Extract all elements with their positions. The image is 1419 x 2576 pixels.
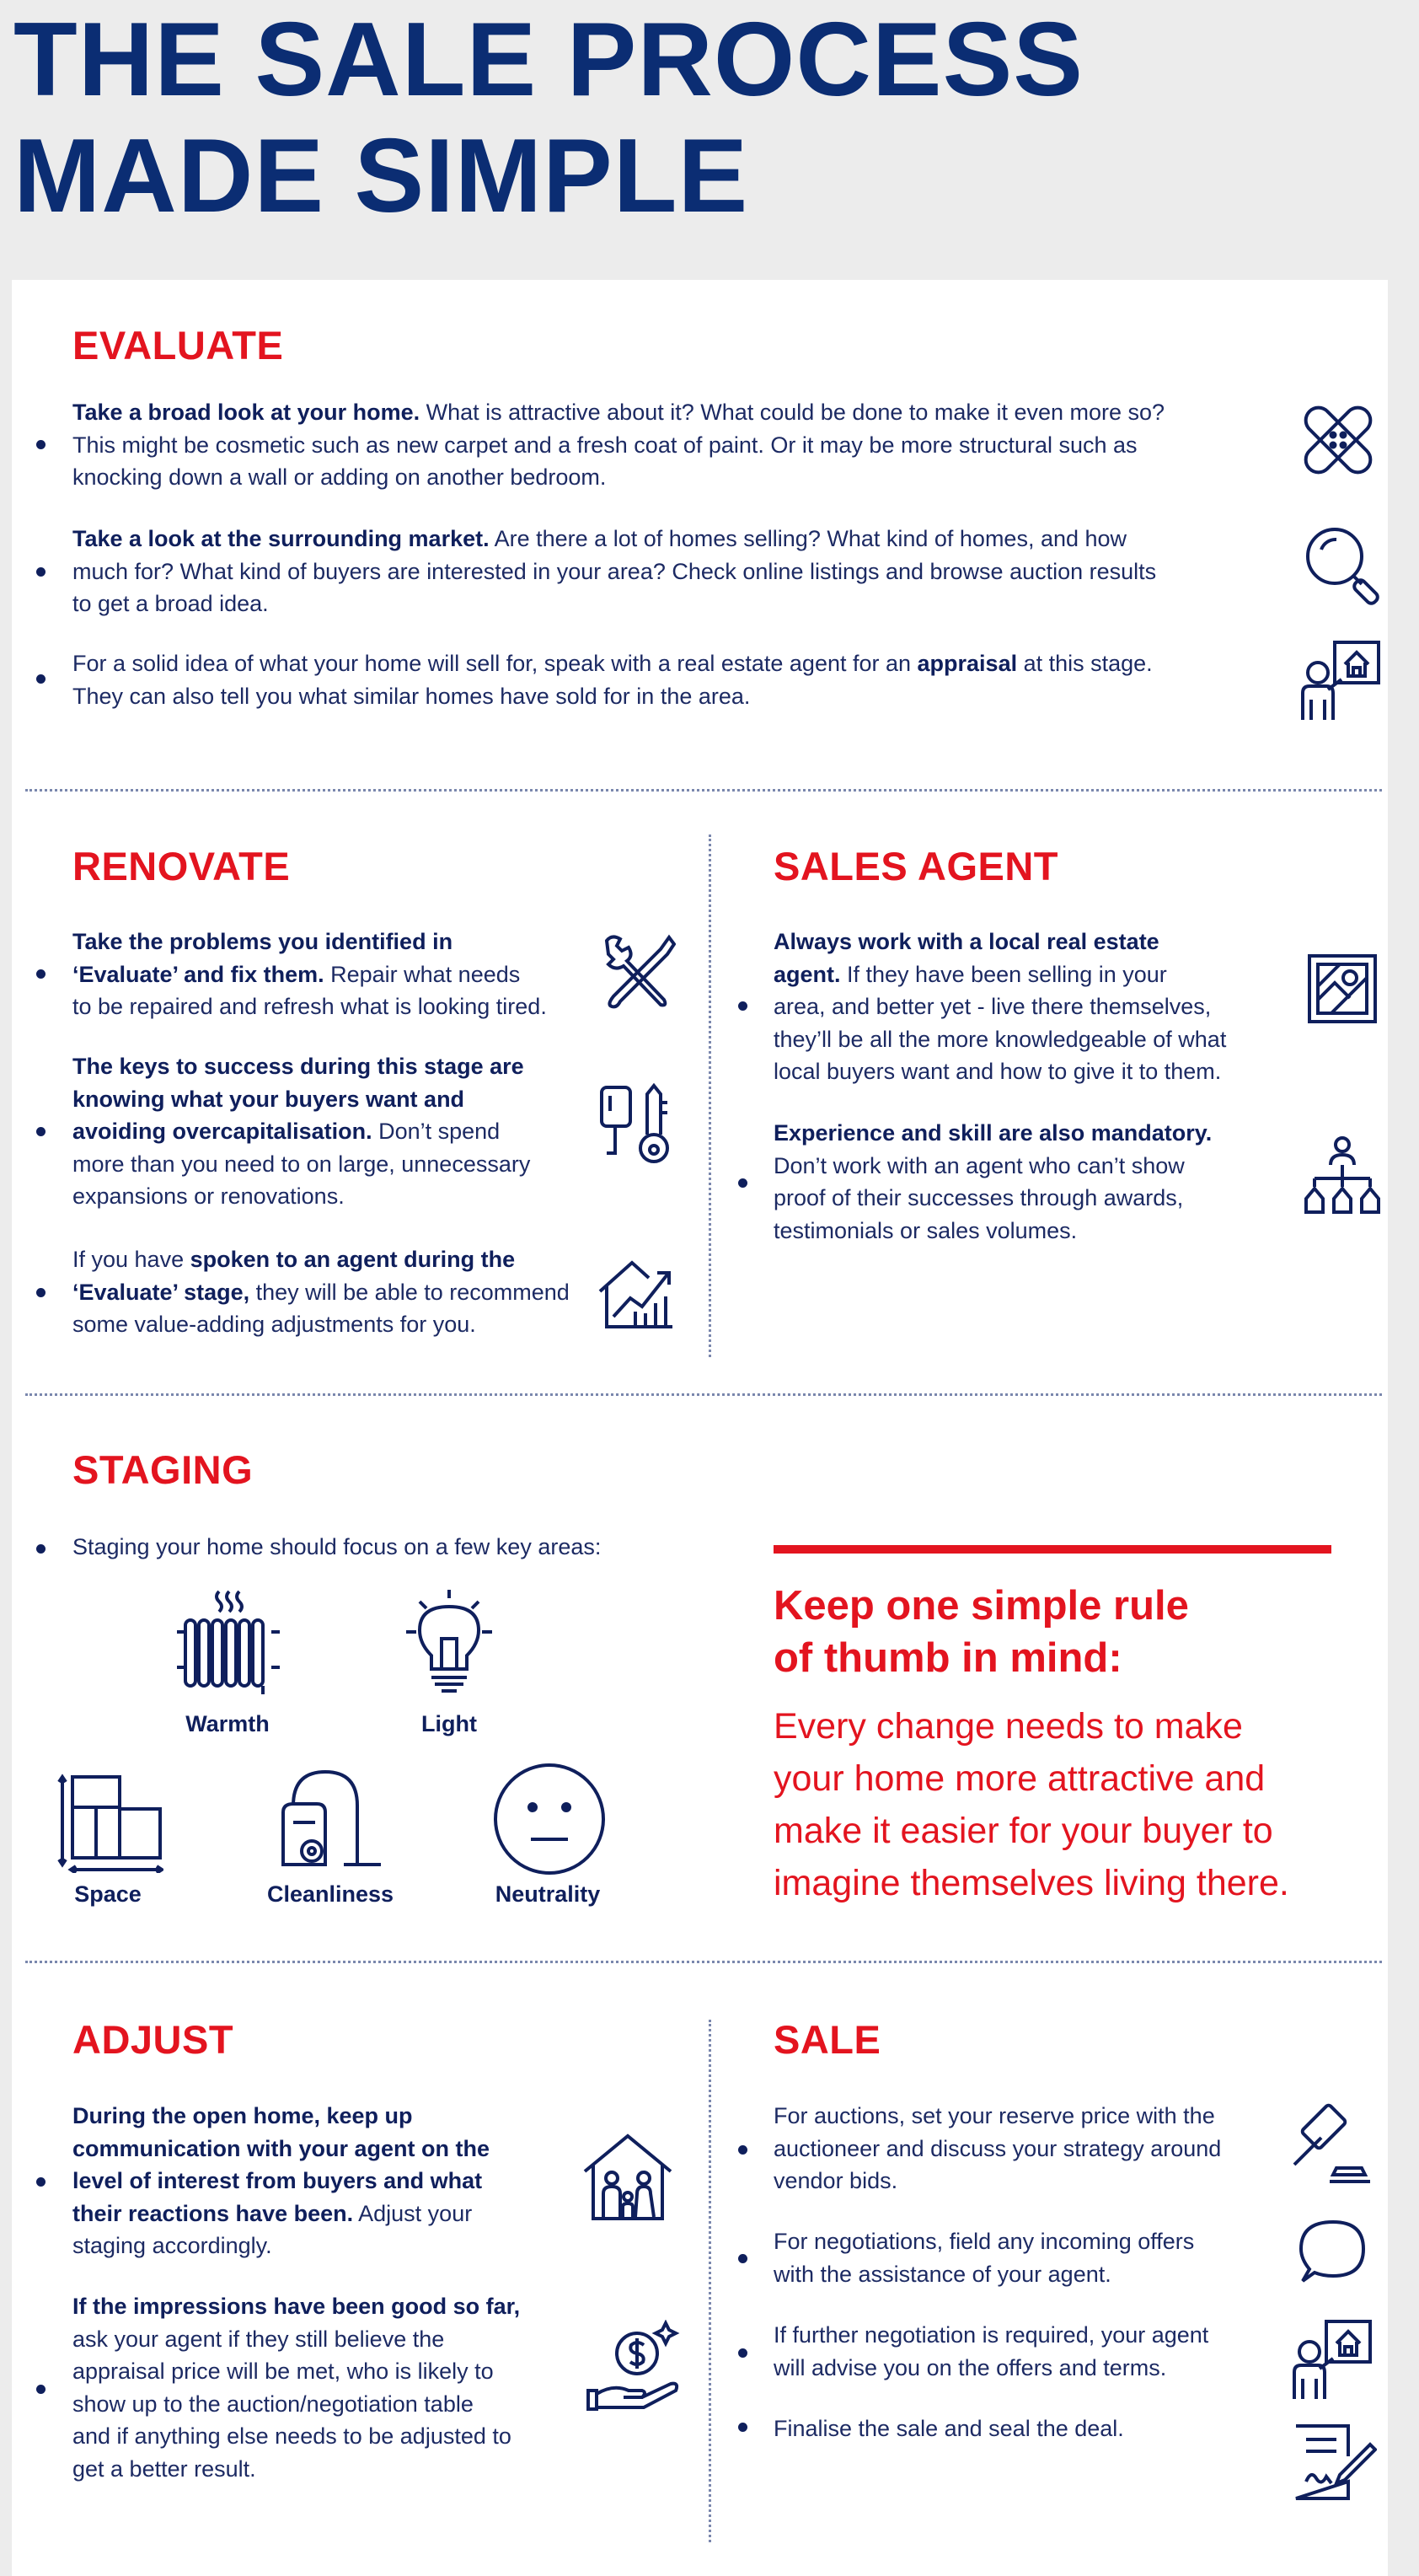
neutral-face-icon [492, 1762, 607, 1876]
rule-heading: Keep one simple rule of thumb in mind: [774, 1583, 1189, 1681]
evaluate-heading: EVALUATE [72, 323, 284, 368]
title-line-1: THE SALE PROCESS [13, 2, 1084, 118]
renovate-item-3: If you have spoken to an agent during the ‘Evaluate’ stage, they will be able to recommend some value-adding adjustments for you. [72, 1247, 570, 1337]
agency-network-icon [1303, 1135, 1382, 1216]
sale-item-4: Finalise the sale and seal the deal. [774, 2416, 1124, 2441]
sale-item-2: For negotiations, field any incoming offers with the assistance of your agent. [774, 2229, 1195, 2287]
renovate-heading: RENOVATE [72, 844, 291, 888]
tools-icon [600, 932, 676, 1010]
evaluate-item-2: Take a look at the surrounding market. Are there a lot of homes selling? What kind of homes, and how much for? What kind of buyers are interested in your area? Check online listings and browse auction results to get a broad idea. [72, 526, 1157, 616]
bandage-icon [1298, 396, 1379, 484]
evaluate-item-3: For a solid idea of what your home will sell for, speak with a real estate agent for an appraisal at this stage. They can also tell you what similar homes have sold for in the area. [72, 651, 1153, 709]
floorplan-icon [57, 1774, 163, 1873]
bullet [36, 1127, 46, 1136]
warmth-label: Warmth [185, 1711, 270, 1736]
section-divider [25, 1961, 1382, 1963]
column-divider [709, 835, 711, 1357]
bullet [36, 440, 46, 449]
bullet [738, 2423, 747, 2432]
agent-presentation-icon [1289, 2318, 1373, 2402]
keys-icon [598, 1082, 676, 1170]
family-home-icon [581, 2133, 674, 2222]
bullet [738, 2348, 747, 2358]
bullet [738, 2254, 747, 2263]
map-icon [1306, 953, 1379, 1025]
house-value-icon [597, 1258, 677, 1330]
rule-accent-bar [774, 1545, 1331, 1554]
title-line-2: MADE SIMPLE [13, 118, 749, 234]
gavel-icon [1289, 2102, 1373, 2187]
evaluate-item-1: Take a broad look at your home. What is attractive about it? What could be done to make it even more so? This might be cosmetic such as new carpet and a fresh coat of paint. Or it may be more structural such as knocking down a wall or adding on another bedroom. [72, 400, 1165, 490]
bullet [36, 1288, 46, 1297]
bullet [36, 567, 46, 577]
section-divider [25, 1393, 1382, 1396]
sale-item-3: If further negotiation is required, your agent will advise you on the offers and terms. [774, 2322, 1209, 2380]
page-title [13, 2, 1084, 234]
section-divider [25, 789, 1382, 792]
speech-bubble-icon [1298, 2217, 1367, 2284]
column-divider [709, 2020, 711, 2542]
sale-heading: SALE [774, 2017, 881, 2062]
bullet [36, 674, 46, 684]
sales-agent-item-2: Experience and skill are also mandatory. Don’t work with an agent who can’t show proof of their successes through awards, testimonials or sales volumes. [774, 1120, 1213, 1243]
renovate-item-1: Take the problems you identified in ‘Evaluate’ and fix them. Repair what needs to be repaired and refresh what is looking tired. [72, 929, 547, 1019]
bullet [738, 1001, 747, 1011]
neutrality-label: Neutrality [495, 1881, 601, 1907]
light-label: Light [421, 1711, 477, 1736]
bullet [36, 2177, 46, 2187]
staging-heading: STAGING [72, 1447, 254, 1492]
renovate-item-2: The keys to success during this stage are knowing what your buyers want and avoiding overcapitalisation. Don’t spend more than you need to on large, unnecessary expansions or renovations. [72, 1054, 531, 1209]
money-hand-icon [585, 2320, 686, 2412]
bullet [738, 2145, 747, 2155]
rule-body: Every change needs to make your home more attractive and make it easier for your buyer to imagine themselves living there. [774, 1706, 1289, 1903]
bullet [36, 969, 46, 979]
magnifier-icon [1303, 524, 1380, 605]
adjust-item-1: During the open home, keep up communication with your agent on the level of interest from buyers and what their reactions have been. Adjust your staging accordingly. [72, 2103, 490, 2258]
contract-signing-icon [1293, 2423, 1377, 2502]
cleanliness-label: Cleanliness [266, 1881, 394, 1907]
adjust-heading: ADJUST [72, 2017, 234, 2062]
sale-item-1: For auctions, set your reserve price with the auctioneer and discuss your strategy around vendor bids. [774, 2103, 1222, 2193]
agent-presentation-icon [1298, 639, 1382, 723]
lightbulb-icon [403, 1586, 495, 1693]
bullet [36, 2385, 46, 2394]
sales-agent-item-1: Always work with a local real estate agent. If they have been selling in your area, and better yet - live there themselves, they’ll be all the more knowledgeable of what local buyers want and how to give it to them. [774, 929, 1227, 1084]
radiator-icon [174, 1588, 283, 1698]
sales-agent-heading: SALES AGENT [774, 844, 1059, 888]
adjust-item-2: If the impressions have been good so far, ask your agent if they still believe the appraisal price will be met, who is likely to show up to the auction/negotiation table and if anything else needs to be adjusted to get a better result. [72, 2294, 521, 2482]
space-label: Space [74, 1881, 142, 1907]
bullet [36, 1544, 46, 1554]
vacuum-icon [275, 1767, 383, 1871]
bullet [738, 1178, 747, 1188]
staging-intro: Staging your home should focus on a few key areas: [72, 1534, 602, 1559]
